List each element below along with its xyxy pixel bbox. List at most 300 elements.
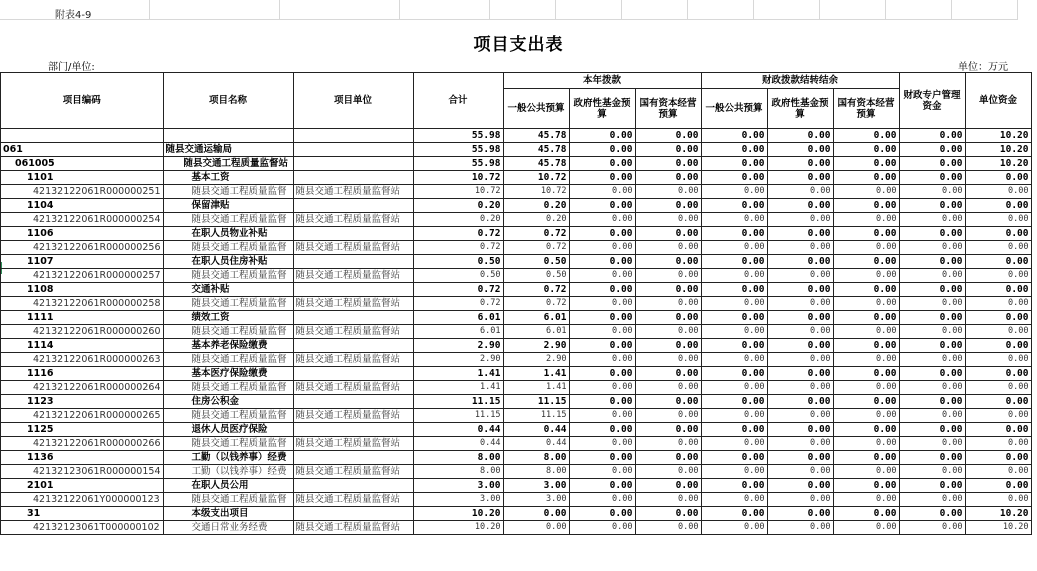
cell-fund-budget-carry[interactable]: 0.00 (767, 171, 833, 185)
cell-state-capital-budget[interactable]: 0.00 (635, 395, 701, 409)
cell-project-unit[interactable] (293, 395, 413, 409)
cell-state-capital-budget-carry[interactable]: 0.00 (833, 437, 899, 451)
cell-fund-budget-carry[interactable]: 0.00 (767, 451, 833, 465)
cell-special-account[interactable]: 0.00 (899, 283, 965, 297)
cell-project-name[interactable]: 随县交通运输局 (163, 143, 293, 157)
header-state-capital-budget-carry[interactable]: 国有资本经营预算 (833, 89, 899, 129)
cell-fund-budget[interactable]: 0.00 (569, 409, 635, 423)
cell-general-budget-carry[interactable]: 0.00 (701, 451, 767, 465)
cell-total[interactable]: 0.72 (413, 283, 503, 297)
cell-project-code[interactable]: 1114 (1, 339, 164, 353)
cell-unit-funds[interactable]: 0.00 (965, 465, 1031, 479)
grid-cell[interactable] (556, 0, 622, 20)
cell-state-capital-budget[interactable]: 0.00 (635, 423, 701, 437)
cell-fund-budget-carry[interactable]: 0.00 (767, 185, 833, 199)
cell-state-capital-budget-carry[interactable]: 0.00 (833, 353, 899, 367)
cell-project-code[interactable]: 1106 (1, 227, 164, 241)
cell-unit-funds[interactable]: 0.00 (965, 381, 1031, 395)
cell-general-budget-carry[interactable]: 0.00 (701, 171, 767, 185)
grid-cell[interactable] (490, 0, 556, 20)
cell-state-capital-budget[interactable]: 0.00 (635, 521, 701, 535)
cell-project-unit[interactable] (293, 311, 413, 325)
cell-project-code[interactable]: 1136 (1, 451, 164, 465)
cell-project-name[interactable]: 基本工资 (163, 171, 293, 185)
cell-state-capital-budget-carry[interactable]: 0.00 (833, 185, 899, 199)
cell-project-unit[interactable] (293, 157, 413, 171)
cell-unit-funds[interactable]: 10.20 (965, 143, 1031, 157)
cell-general-budget-carry[interactable]: 0.00 (701, 283, 767, 297)
cell-fund-budget-carry[interactable]: 0.00 (767, 143, 833, 157)
table-row[interactable] (1, 227, 1032, 241)
cell-state-capital-budget-carry[interactable]: 0.00 (833, 451, 899, 465)
cell-fund-budget[interactable]: 0.00 (569, 325, 635, 339)
cell-general-budget[interactable]: 0.20 (503, 199, 569, 213)
cell-general-budget[interactable]: 10.72 (503, 171, 569, 185)
cell-unit-funds[interactable]: 10.20 (965, 129, 1031, 143)
header-general-budget[interactable]: 一般公共预算 (503, 89, 569, 129)
cell-state-capital-budget[interactable]: 0.00 (635, 311, 701, 325)
cell-project-code[interactable]: 42132123061T000000102 (1, 521, 164, 535)
cell-fund-budget[interactable]: 0.00 (569, 339, 635, 353)
grid-cell[interactable] (952, 0, 1018, 20)
cell-state-capital-budget[interactable]: 0.00 (635, 437, 701, 451)
cell-fund-budget[interactable]: 0.00 (569, 297, 635, 311)
cell-project-unit[interactable] (293, 339, 413, 353)
cell-unit-funds[interactable]: 0.00 (965, 339, 1031, 353)
cell-state-capital-budget[interactable]: 0.00 (635, 143, 701, 157)
cell-project-name[interactable]: 随县交通工程质量监督 (163, 269, 293, 283)
table-row[interactable] (1, 451, 1032, 465)
cell-unit-funds[interactable]: 0.00 (965, 353, 1031, 367)
cell-project-code[interactable]: 1116 (1, 367, 164, 381)
cell-project-name[interactable]: 在职人员物业补贴 (163, 227, 293, 241)
cell-fund-budget[interactable]: 0.00 (569, 493, 635, 507)
cell-fund-budget[interactable]: 0.00 (569, 521, 635, 535)
cell-unit-funds[interactable]: 0.00 (965, 213, 1031, 227)
grid-cell[interactable] (820, 0, 886, 20)
cell-project-code[interactable]: 061 (1, 143, 164, 157)
cell-fund-budget[interactable]: 0.00 (569, 353, 635, 367)
cell-total[interactable]: 55.98 (413, 157, 503, 171)
cell-project-name[interactable]: 住房公积金 (163, 395, 293, 409)
cell-project-name[interactable]: 随县交通工程质量监督 (163, 297, 293, 311)
cell-state-capital-budget[interactable]: 0.00 (635, 171, 701, 185)
cell-fund-budget-carry[interactable]: 0.00 (767, 255, 833, 269)
cell-general-budget[interactable]: 0.44 (503, 437, 569, 451)
cell-project-unit[interactable]: 随县交通工程质量监督站 (293, 269, 413, 283)
cell-special-account[interactable]: 0.00 (899, 213, 965, 227)
cell-project-name[interactable]: 退休人员医疗保险 (163, 423, 293, 437)
header-project-unit[interactable]: 项目单位 (293, 73, 413, 129)
table-row[interactable] (1, 311, 1032, 325)
table-row[interactable] (1, 213, 1032, 227)
cell-general-budget[interactable]: 6.01 (503, 311, 569, 325)
cell-project-code[interactable]: 42132122061R000000264 (1, 381, 164, 395)
cell-project-name[interactable]: 基本养老保险缴费 (163, 339, 293, 353)
cell-project-unit[interactable]: 随县交通工程质量监督站 (293, 381, 413, 395)
cell-general-budget[interactable]: 0.72 (503, 283, 569, 297)
cell-project-name[interactable]: 随县交通工程质量监督 (163, 437, 293, 451)
cell-fund-budget-carry[interactable]: 0.00 (767, 381, 833, 395)
cell-state-capital-budget[interactable]: 0.00 (635, 297, 701, 311)
table-row[interactable] (1, 297, 1032, 311)
cell-general-budget-carry[interactable]: 0.00 (701, 465, 767, 479)
cell-total[interactable]: 8.00 (413, 451, 503, 465)
cell-unit-funds[interactable]: 0.00 (965, 185, 1031, 199)
cell-general-budget[interactable]: 0.00 (503, 521, 569, 535)
table-row[interactable] (1, 171, 1032, 185)
cell-project-unit[interactable] (293, 255, 413, 269)
cell-fund-budget-carry[interactable]: 0.00 (767, 283, 833, 297)
cell-project-code[interactable]: 42132122061R000000265 (1, 409, 164, 423)
cell-project-unit[interactable]: 随县交通工程质量监督站 (293, 297, 413, 311)
cell-unit-funds[interactable]: 0.00 (965, 171, 1031, 185)
cell-total[interactable]: 0.44 (413, 423, 503, 437)
cell-project-unit[interactable]: 随县交通工程质量监督站 (293, 409, 413, 423)
grid-cell[interactable] (886, 0, 952, 20)
table-row[interactable] (1, 507, 1032, 521)
cell-fund-budget-carry[interactable]: 0.00 (767, 213, 833, 227)
cell-state-capital-budget-carry[interactable]: 0.00 (833, 367, 899, 381)
cell-general-budget-carry[interactable]: 0.00 (701, 507, 767, 521)
grid-cell[interactable] (688, 0, 754, 20)
cell-general-budget[interactable]: 1.41 (503, 381, 569, 395)
cell-project-code[interactable]: 1108 (1, 283, 164, 297)
cell-fund-budget[interactable]: 0.00 (569, 437, 635, 451)
cell-general-budget-carry[interactable]: 0.00 (701, 227, 767, 241)
cell-unit-funds[interactable]: 10.20 (965, 507, 1031, 521)
cell-project-unit[interactable]: 随县交通工程质量监督站 (293, 521, 413, 535)
cell-project-code[interactable]: 42132122061Y000000123 (1, 493, 164, 507)
grid-cell[interactable] (622, 0, 688, 20)
header-unit-funds[interactable]: 单位资金 (965, 73, 1031, 129)
cell-total[interactable]: 6.01 (413, 311, 503, 325)
cell-fund-budget-carry[interactable]: 0.00 (767, 269, 833, 283)
cell-project-code[interactable]: 1125 (1, 423, 164, 437)
table-row[interactable] (1, 339, 1032, 353)
cell-state-capital-budget-carry[interactable]: 0.00 (833, 171, 899, 185)
cell-fund-budget-carry[interactable]: 0.00 (767, 353, 833, 367)
header-project-name[interactable]: 项目名称 (163, 73, 293, 129)
header-fund-budget-carry[interactable]: 政府性基金预算 (767, 89, 833, 129)
table-row[interactable] (1, 283, 1032, 297)
cell-general-budget-carry[interactable]: 0.00 (701, 381, 767, 395)
cell-state-capital-budget-carry[interactable]: 0.00 (833, 423, 899, 437)
cell-project-code[interactable]: 061005 (1, 157, 164, 171)
cell-total[interactable]: 3.00 (413, 479, 503, 493)
table-row[interactable] (1, 185, 1032, 199)
grid-cell[interactable] (754, 0, 820, 20)
cell-fund-budget[interactable]: 0.00 (569, 157, 635, 171)
cell-project-unit[interactable] (293, 367, 413, 381)
cell-project-unit[interactable] (293, 171, 413, 185)
cell-state-capital-budget[interactable]: 0.00 (635, 339, 701, 353)
cell-total[interactable]: 10.20 (413, 507, 503, 521)
grid-cell[interactable] (400, 0, 490, 20)
cell-project-unit[interactable]: 随县交通工程质量监督站 (293, 465, 413, 479)
cell-special-account[interactable]: 0.00 (899, 395, 965, 409)
cell-general-budget-carry[interactable]: 0.00 (701, 297, 767, 311)
cell-state-capital-budget[interactable]: 0.00 (635, 465, 701, 479)
cell-fund-budget-carry[interactable]: 0.00 (767, 325, 833, 339)
cell-general-budget-carry[interactable]: 0.00 (701, 129, 767, 143)
cell-project-unit[interactable] (293, 199, 413, 213)
cell-unit-funds[interactable]: 0.00 (965, 493, 1031, 507)
cell-general-budget[interactable]: 11.15 (503, 409, 569, 423)
cell-state-capital-budget[interactable]: 0.00 (635, 507, 701, 521)
cell-special-account[interactable]: 0.00 (899, 311, 965, 325)
cell-special-account[interactable]: 0.00 (899, 521, 965, 535)
cell-project-code[interactable]: 1123 (1, 395, 164, 409)
cell-project-unit[interactable] (293, 143, 413, 157)
cell-special-account[interactable]: 0.00 (899, 423, 965, 437)
cell-state-capital-budget-carry[interactable]: 0.00 (833, 297, 899, 311)
cell-total[interactable]: 11.15 (413, 409, 503, 423)
cell-fund-budget-carry[interactable]: 0.00 (767, 409, 833, 423)
cell-fund-budget[interactable]: 0.00 (569, 451, 635, 465)
cell-fund-budget-carry[interactable]: 0.00 (767, 339, 833, 353)
cell-general-budget[interactable]: 8.00 (503, 465, 569, 479)
cell-total[interactable]: 0.20 (413, 199, 503, 213)
cell-fund-budget-carry[interactable]: 0.00 (767, 423, 833, 437)
cell-fund-budget[interactable]: 0.00 (569, 395, 635, 409)
cell-general-budget-carry[interactable]: 0.00 (701, 199, 767, 213)
cell-project-name[interactable]: 基本医疗保险缴费 (163, 367, 293, 381)
cell-project-name[interactable]: 随县交通工程质量监督 (163, 325, 293, 339)
cell-project-unit[interactable] (293, 283, 413, 297)
cell-total[interactable]: 2.90 (413, 339, 503, 353)
cell-project-code[interactable]: 42132123061R000000154 (1, 465, 164, 479)
cell-project-unit[interactable] (293, 227, 413, 241)
cell-total[interactable]: 2.90 (413, 353, 503, 367)
cell-fund-budget[interactable]: 0.00 (569, 423, 635, 437)
cell-general-budget[interactable]: 1.41 (503, 367, 569, 381)
cell-general-budget-carry[interactable]: 0.00 (701, 255, 767, 269)
table-row[interactable] (1, 465, 1032, 479)
cell-project-code[interactable]: 1104 (1, 199, 164, 213)
cell-fund-budget[interactable]: 0.00 (569, 171, 635, 185)
table-row[interactable] (1, 493, 1032, 507)
cell-unit-funds[interactable]: 0.00 (965, 479, 1031, 493)
cell-general-budget-carry[interactable]: 0.00 (701, 241, 767, 255)
header-state-capital-budget[interactable]: 国有资本经营预算 (635, 89, 701, 129)
cell-project-code[interactable] (1, 129, 164, 143)
cell-state-capital-budget[interactable]: 0.00 (635, 185, 701, 199)
cell-project-code[interactable]: 42132122061R000000254 (1, 213, 164, 227)
cell-general-budget[interactable]: 0.50 (503, 255, 569, 269)
cell-project-name[interactable]: 随县交通工程质量监督站 (163, 157, 293, 171)
cell-project-code[interactable]: 42132122061R000000256 (1, 241, 164, 255)
cell-total[interactable]: 0.50 (413, 269, 503, 283)
cell-general-budget-carry[interactable]: 0.00 (701, 353, 767, 367)
cell-project-name[interactable]: 绩效工资 (163, 311, 293, 325)
cell-unit-funds[interactable]: 0.00 (965, 395, 1031, 409)
cell-state-capital-budget[interactable]: 0.00 (635, 283, 701, 297)
cell-fund-budget-carry[interactable]: 0.00 (767, 297, 833, 311)
cell-fund-budget[interactable]: 0.00 (569, 199, 635, 213)
cell-project-name[interactable]: 随县交通工程质量监督 (163, 409, 293, 423)
cell-fund-budget-carry[interactable]: 0.00 (767, 129, 833, 143)
cell-total[interactable]: 1.41 (413, 381, 503, 395)
cell-special-account[interactable]: 0.00 (899, 227, 965, 241)
cell-state-capital-budget-carry[interactable]: 0.00 (833, 241, 899, 255)
cell-general-budget-carry[interactable]: 0.00 (701, 185, 767, 199)
cell-general-budget[interactable]: 2.90 (503, 353, 569, 367)
cell-special-account[interactable]: 0.00 (899, 297, 965, 311)
cell-state-capital-budget-carry[interactable]: 0.00 (833, 199, 899, 213)
table-row[interactable] (1, 255, 1032, 269)
cell-general-budget-carry[interactable]: 0.00 (701, 423, 767, 437)
cell-project-unit[interactable]: 随县交通工程质量监督站 (293, 185, 413, 199)
cell-state-capital-budget[interactable]: 0.00 (635, 325, 701, 339)
cell-fund-budget[interactable]: 0.00 (569, 129, 635, 143)
cell-fund-budget[interactable]: 0.00 (569, 507, 635, 521)
cell-general-budget[interactable]: 45.78 (503, 157, 569, 171)
cell-fund-budget[interactable]: 0.00 (569, 213, 635, 227)
cell-state-capital-budget[interactable]: 0.00 (635, 213, 701, 227)
cell-general-budget-carry[interactable]: 0.00 (701, 395, 767, 409)
cell-state-capital-budget[interactable]: 0.00 (635, 493, 701, 507)
cell-project-unit[interactable]: 随县交通工程质量监督站 (293, 353, 413, 367)
cell-general-budget-carry[interactable]: 0.00 (701, 157, 767, 171)
cell-state-capital-budget[interactable]: 0.00 (635, 451, 701, 465)
cell-project-code[interactable]: 42132122061R000000260 (1, 325, 164, 339)
cell-special-account[interactable]: 0.00 (899, 157, 965, 171)
cell-general-budget-carry[interactable]: 0.00 (701, 409, 767, 423)
cell-general-budget-carry[interactable]: 0.00 (701, 521, 767, 535)
cell-total[interactable]: 55.98 (413, 129, 503, 143)
table-row[interactable] (1, 199, 1032, 213)
cell-total[interactable]: 0.44 (413, 437, 503, 451)
cell-state-capital-budget[interactable]: 0.00 (635, 409, 701, 423)
cell-unit-funds[interactable]: 0.00 (965, 423, 1031, 437)
cell-general-budget[interactable]: 0.20 (503, 213, 569, 227)
cell-unit-funds[interactable]: 10.20 (965, 157, 1031, 171)
cell-project-unit[interactable] (293, 451, 413, 465)
cell-state-capital-budget-carry[interactable]: 0.00 (833, 311, 899, 325)
cell-state-capital-budget-carry[interactable]: 0.00 (833, 507, 899, 521)
cell-total[interactable]: 8.00 (413, 465, 503, 479)
cell-state-capital-budget-carry[interactable]: 0.00 (833, 269, 899, 283)
cell-general-budget-carry[interactable]: 0.00 (701, 213, 767, 227)
cell-general-budget-carry[interactable]: 0.00 (701, 143, 767, 157)
cell-project-name[interactable]: 交通日常业务经费 (163, 521, 293, 535)
table-row[interactable] (1, 423, 1032, 437)
cell-total[interactable]: 0.50 (413, 255, 503, 269)
cell-project-code[interactable]: 1101 (1, 171, 164, 185)
cell-total[interactable]: 0.72 (413, 241, 503, 255)
cell-project-code[interactable]: 42132122061R000000258 (1, 297, 164, 311)
cell-general-budget[interactable]: 0.50 (503, 269, 569, 283)
cell-special-account[interactable]: 0.00 (899, 437, 965, 451)
cell-project-name[interactable]: 本级支出项目 (163, 507, 293, 521)
cell-special-account[interactable]: 0.00 (899, 339, 965, 353)
cell-state-capital-budget-carry[interactable]: 0.00 (833, 409, 899, 423)
cell-total[interactable]: 0.72 (413, 297, 503, 311)
cell-fund-budget-carry[interactable]: 0.00 (767, 479, 833, 493)
table-row[interactable] (1, 143, 1032, 157)
table-row[interactable] (1, 325, 1032, 339)
cell-total[interactable]: 10.72 (413, 171, 503, 185)
cell-project-unit[interactable] (293, 129, 413, 143)
cell-state-capital-budget[interactable]: 0.00 (635, 367, 701, 381)
table-row[interactable] (1, 437, 1032, 451)
cell-fund-budget-carry[interactable]: 0.00 (767, 437, 833, 451)
cell-general-budget-carry[interactable]: 0.00 (701, 339, 767, 353)
cell-special-account[interactable]: 0.00 (899, 367, 965, 381)
header-general-budget-carry[interactable]: 一般公共预算 (701, 89, 767, 129)
cell-state-capital-budget[interactable]: 0.00 (635, 381, 701, 395)
cell-general-budget-carry[interactable]: 0.00 (701, 269, 767, 283)
cell-project-name[interactable]: 在职人员住房补贴 (163, 255, 293, 269)
cell-special-account[interactable]: 0.00 (899, 199, 965, 213)
table-row[interactable] (1, 395, 1032, 409)
cell-state-capital-budget-carry[interactable]: 0.00 (833, 395, 899, 409)
cell-special-account[interactable]: 0.00 (899, 129, 965, 143)
cell-project-code[interactable]: 31 (1, 507, 164, 521)
cell-unit-funds[interactable]: 0.00 (965, 437, 1031, 451)
cell-special-account[interactable]: 0.00 (899, 507, 965, 521)
cell-fund-budget[interactable]: 0.00 (569, 241, 635, 255)
cell-general-budget[interactable]: 0.44 (503, 423, 569, 437)
cell-project-name[interactable]: 随县交通工程质量监督 (163, 353, 293, 367)
cell-project-name[interactable]: 随县交通工程质量监督 (163, 381, 293, 395)
cell-project-unit[interactable] (293, 507, 413, 521)
cell-unit-funds[interactable]: 0.00 (965, 367, 1031, 381)
cell-unit-funds[interactable]: 10.20 (965, 521, 1031, 535)
grid-cell[interactable] (280, 0, 400, 20)
cell-general-budget-carry[interactable]: 0.00 (701, 437, 767, 451)
cell-general-budget-carry[interactable]: 0.00 (701, 325, 767, 339)
cell-state-capital-budget-carry[interactable]: 0.00 (833, 339, 899, 353)
cell-unit-funds[interactable]: 0.00 (965, 199, 1031, 213)
cell-unit-funds[interactable]: 0.00 (965, 283, 1031, 297)
table-row[interactable] (1, 241, 1032, 255)
cell-fund-budget-carry[interactable]: 0.00 (767, 395, 833, 409)
table-row[interactable] (1, 269, 1032, 283)
cell-project-unit[interactable]: 随县交通工程质量监督站 (293, 325, 413, 339)
cell-fund-budget[interactable]: 0.00 (569, 283, 635, 297)
cell-fund-budget-carry[interactable]: 0.00 (767, 493, 833, 507)
cell-special-account[interactable]: 0.00 (899, 409, 965, 423)
cell-general-budget[interactable]: 0.72 (503, 241, 569, 255)
cell-total[interactable]: 11.15 (413, 395, 503, 409)
table-row[interactable] (1, 381, 1032, 395)
cell-state-capital-budget-carry[interactable]: 0.00 (833, 493, 899, 507)
cell-project-name[interactable]: 随县交通工程质量监督 (163, 213, 293, 227)
cell-project-code[interactable]: 42132122061R000000263 (1, 353, 164, 367)
cell-total[interactable]: 1.41 (413, 367, 503, 381)
table-row[interactable] (1, 353, 1032, 367)
cell-state-capital-budget-carry[interactable]: 0.00 (833, 157, 899, 171)
cell-general-budget-carry[interactable]: 0.00 (701, 479, 767, 493)
cell-special-account[interactable]: 0.00 (899, 255, 965, 269)
cell-fund-budget-carry[interactable]: 0.00 (767, 241, 833, 255)
cell-general-budget[interactable]: 45.78 (503, 143, 569, 157)
cell-project-name[interactable]: 在职人员公用 (163, 479, 293, 493)
cell-project-name[interactable]: 交通补贴 (163, 283, 293, 297)
cell-fund-budget[interactable]: 0.00 (569, 227, 635, 241)
cell-general-budget-carry[interactable]: 0.00 (701, 311, 767, 325)
cell-project-code[interactable]: 42132122061R000000266 (1, 437, 164, 451)
cell-total[interactable]: 3.00 (413, 493, 503, 507)
header-project-code[interactable]: 项目编码 (1, 73, 164, 129)
cell-state-capital-budget[interactable]: 0.00 (635, 129, 701, 143)
cell-state-capital-budget-carry[interactable]: 0.00 (833, 479, 899, 493)
header-special-account[interactable]: 财政专户管理资金 (899, 73, 965, 129)
cell-general-budget[interactable]: 10.72 (503, 185, 569, 199)
cell-general-budget[interactable]: 3.00 (503, 479, 569, 493)
